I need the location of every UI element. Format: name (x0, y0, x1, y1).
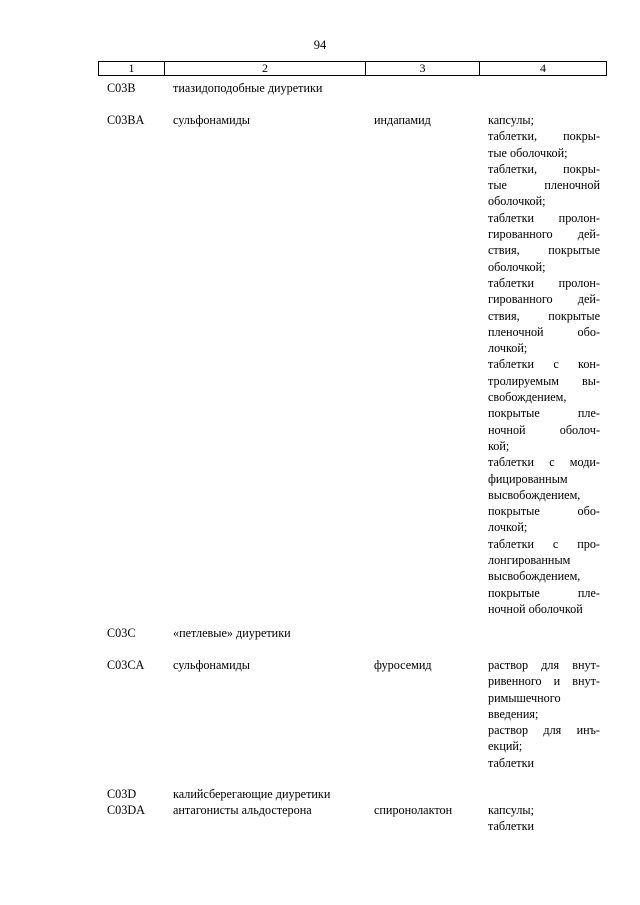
atc-code: C03D (107, 787, 137, 801)
dosage-form-line: лочкой; (488, 520, 528, 535)
dosage-form-line: оболочкой; (488, 194, 546, 209)
dosage-form-line: лонгированным (488, 553, 571, 568)
dosage-form-line: покрытые пле- (488, 406, 600, 421)
column-header-3: 3 (366, 62, 480, 76)
dosage-form-line: гированного дей- (488, 227, 600, 242)
atc-code: C03C (107, 626, 136, 640)
dosage-form-line: капсулы; (488, 803, 534, 817)
dosage-form-line: высвобождением, (488, 569, 581, 584)
dosage-form-line: тые пленочной (488, 178, 600, 193)
dosage-forms (488, 112, 600, 617)
dosage-form-line: тролируемым вы- (488, 373, 600, 388)
dosage-form-line: таблетки с кон- (488, 357, 600, 372)
dosage-form-line: таблетки (488, 755, 535, 770)
dosage-form-line: раствор для инъ- (488, 723, 600, 738)
dosage-form-line: таблетки (488, 819, 535, 834)
dosage-form-line: екций; (488, 739, 523, 754)
dosage-form-line: гированного дей- (488, 292, 600, 307)
dosage-form-line: свобождением, (488, 390, 567, 405)
drug-name: индапамид (374, 113, 431, 127)
group-name: антагонисты альдостерона (173, 803, 312, 817)
group-name: «петлевые» диуретики (173, 626, 291, 640)
dosage-forms (488, 802, 600, 835)
atc-code: C03B (107, 81, 136, 95)
drug-name: спиронолактон (374, 803, 453, 817)
page-number: 94 (313, 38, 327, 52)
dosage-form-line: таблетки пролон- (488, 275, 600, 290)
dosage-form-line: раствор для внут- (488, 658, 600, 672)
dosage-form-line: тые оболочкой; (488, 145, 568, 160)
dosage-form-line: ствия, покрытые (488, 243, 600, 258)
atc-code: C03CA (107, 658, 145, 672)
dosage-form-line: пленочной обо- (488, 324, 600, 339)
group-name: сульфонамиды (173, 113, 250, 127)
column-header-table (98, 61, 607, 76)
dosage-form-line: покрытые обо- (488, 504, 600, 519)
dosage-form-line: кой; (488, 438, 510, 453)
dosage-form-line: высвобождением, (488, 487, 581, 502)
dosage-form-line: капсулы; (488, 113, 534, 127)
column-header-2: 2 (165, 62, 366, 76)
dosage-form-line: таблетки с моди- (488, 455, 600, 470)
dosage-form-line: римышечного (488, 690, 561, 705)
dosage-form-line: таблетки пролон- (488, 210, 600, 225)
column-header-1: 1 (99, 62, 165, 76)
dosage-form-line: ночной оболоч- (488, 422, 600, 437)
dosage-form-line: оболочкой; (488, 259, 546, 274)
atc-code: C03BA (107, 113, 145, 127)
dosage-form-line: введения; (488, 706, 539, 721)
dosage-form-line: фицированным (488, 471, 568, 486)
dosage-form-line: таблетки с про- (488, 536, 600, 551)
dosage-form-line: таблетки, покры- (488, 129, 600, 144)
dosage-form-line: ствия, покрытые (488, 308, 600, 323)
column-header-4: 4 (480, 62, 607, 76)
dosage-form-line: ночной оболочкой (488, 601, 583, 616)
dosage-form-line: ривенного и внут- (488, 674, 600, 689)
atc-code: C03DA (107, 803, 145, 817)
dosage-form-line: таблетки, покры- (488, 161, 600, 176)
dosage-forms (488, 657, 600, 771)
dosage-form-line: покрытые пле- (488, 585, 600, 600)
column-header-row (99, 62, 607, 76)
group-name: калийсберегающие диуретики (173, 787, 331, 801)
group-name: сульфонамиды (173, 658, 250, 672)
drug-name: фуросемид (374, 658, 432, 672)
group-name: тиазидоподобные диуретики (173, 81, 323, 95)
dosage-form-line: лочкой; (488, 341, 528, 356)
